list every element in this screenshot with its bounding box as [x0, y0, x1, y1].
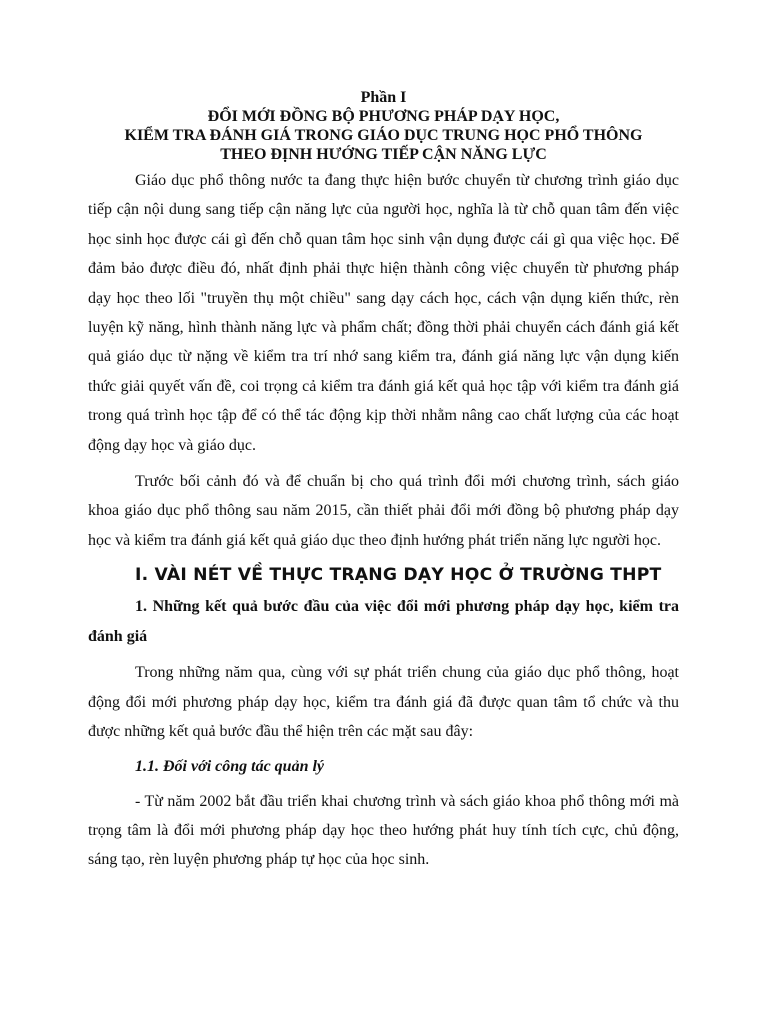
subsubsection-heading: 1.1. Đối với công tác quản lý: [135, 757, 325, 775]
title-line-1: ĐỔI MỚI ĐỒNG BỘ PHƯƠNG PHÁP DẠY HỌC,: [207, 108, 560, 125]
document-page: [88, 88, 679, 875]
title-line-3: THEO ĐỊNH HƯỚNG TIẾP CẬN NĂNG LỰC: [220, 146, 547, 163]
title-line-2: KIỂM TRA ĐÁNH GIÁ TRONG GIÁO DỤC TRUNG HỌC PHỔ THÔNG: [124, 127, 643, 144]
paragraph-management: - Từ năm 2002 bắt đầu triển khai chương trình và sách giáo khoa phổ thông mới mà trọng tâm là đổi mới phương pháp dạy học theo hướng phát huy tính tích cực, chủ động, sáng tạo, rèn luyện phương pháp tự học của học sinh.: [88, 792, 679, 869]
paragraph-context: Trước bối cảnh đó và để chuẩn bị cho quá trình đổi mới chương trình, sách giáo khoa giáo dục phổ thông sau năm 2015, cần thiết phải đổi mới đồng bộ phương pháp dạy học và kiểm tra đánh giá kết quả giáo dục theo định hướng phát triển năng lực người học.: [88, 473, 679, 549]
paragraph-intro: Giáo dục phổ thông nước ta đang thực hiện bước chuyển từ chương trình giáo dục tiếp cận nội dung sang tiếp cận năng lực của người học, nghĩa là từ chỗ quan tâm đến việc học sinh học được cái gì đến chỗ quan tâm học sinh vận dụng được cái gì qua việc học. Để đảm bảo được điều đó, nhất định phải thực hiện thành công việc chuyển từ phương pháp dạy học theo lối "truyền thụ một chiều" sang dạy cách học, cách vận dụng kiến thức, rèn luyện kỹ năng, hình thành năng lực và phẩm chất; đồng thời phải chuyển cách đánh giá kết quả giáo dục từ nặng về kiểm tra trí nhớ sang kiểm tra, đánh giá năng lực vận dụng kiến thức giải quyết vấn đề, coi trọng cả kiểm tra đánh giá kết quả học tập với kiểm tra đánh giá trong quá trình học tập để có thể tác động kịp thời nhằm nâng cao chất lượng của các hoạt động dạy học và giáo dục.: [88, 172, 679, 454]
section-heading: I. VÀI NÉT VỀ THỰC TRẠNG DẠY HỌC Ở TRƯỜNG THPT: [135, 565, 662, 586]
part-label: Phần I: [360, 89, 407, 106]
document-title: [88, 88, 679, 164]
paragraph-results: Trong những năm qua, cùng với sự phát triển chung của giáo dục phổ thông, hoạt động đổi mới phương pháp dạy học, kiểm tra đánh giá đã được quan tâm tổ chức và thu được những kết quả bước đầu thể hiện trên các mặt sau đây:: [88, 664, 679, 741]
subsection-heading: 1. Những kết quả bước đầu của việc đổi mới phương pháp dạy học, kiểm tra đánh giá: [88, 598, 679, 646]
